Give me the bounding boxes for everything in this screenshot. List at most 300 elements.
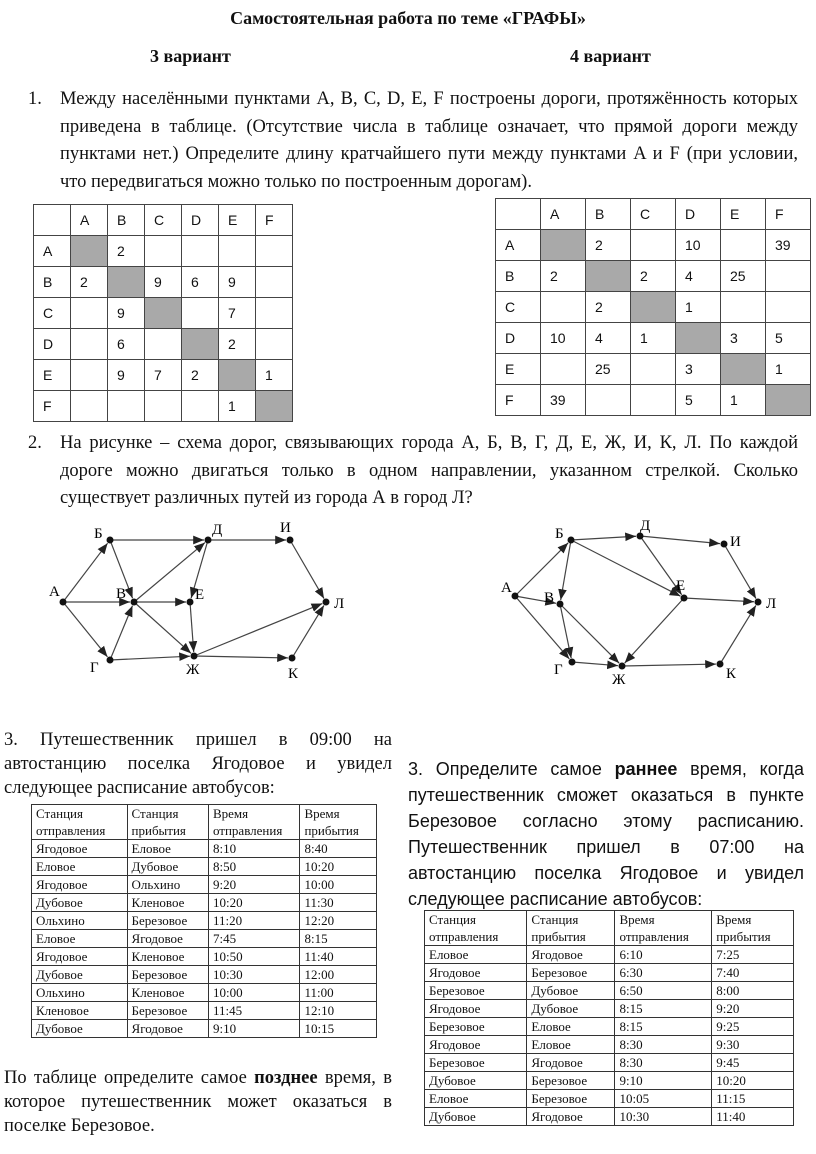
- table-row: [34, 236, 293, 267]
- table-cell: D: [182, 205, 219, 236]
- table-row: [425, 1036, 794, 1054]
- table-cell: 7: [219, 298, 256, 329]
- table-cell: Дубовое: [425, 1072, 527, 1090]
- table-cell: 2: [586, 292, 631, 323]
- column-header: Станция прибытия: [127, 805, 208, 840]
- table-row: [34, 298, 293, 329]
- table-cell: 8:15: [615, 1018, 712, 1036]
- table-cell: 10:20: [712, 1072, 794, 1090]
- table-cell: A: [71, 205, 108, 236]
- table-cell: Березовое: [127, 912, 208, 930]
- table-cell: 10: [541, 323, 586, 354]
- table-cell: Дубовое: [127, 858, 208, 876]
- table-row: [425, 964, 794, 982]
- table-cell: Березовое: [425, 982, 527, 1000]
- city-node: [191, 653, 198, 660]
- table-cell: [71, 360, 108, 391]
- table-cell: [108, 267, 145, 298]
- table-cell: 10:00: [208, 984, 300, 1002]
- table-row: [32, 948, 377, 966]
- road-arrow-V-Zh: [134, 602, 191, 653]
- table-cell: [145, 236, 182, 267]
- table-cell: [182, 298, 219, 329]
- task-2-number: 2.: [28, 433, 42, 453]
- table-cell: [256, 391, 293, 422]
- table-cell: 1: [721, 385, 766, 416]
- road-graph-variant-4: [501, 518, 776, 688]
- city-label: В: [116, 586, 127, 602]
- variant-4-heading: 4 вариант: [570, 46, 651, 66]
- distance-table-variant-3: [33, 204, 293, 422]
- task-3-left-outro: По таблице определите самое позднее время, в которое путешественник может оказаться в поселке Березовое.: [4, 1068, 392, 1136]
- table-cell: [71, 298, 108, 329]
- city-node: [107, 657, 114, 664]
- table-cell: [182, 329, 219, 360]
- table-cell: Кленовое: [127, 894, 208, 912]
- table-cell: Ягодовое: [32, 948, 128, 966]
- table-cell: E: [219, 205, 256, 236]
- table-cell: [631, 230, 676, 261]
- table-cell: [219, 236, 256, 267]
- table-cell: Березовое: [527, 1090, 615, 1108]
- table-cell: D: [676, 199, 721, 230]
- table-cell: [145, 391, 182, 422]
- table-cell: F: [496, 385, 541, 416]
- road-arrow-E-Zh: [625, 598, 684, 663]
- table-cell: [541, 292, 586, 323]
- table-cell: [108, 391, 145, 422]
- city-label: Г: [554, 662, 563, 678]
- table-cell: C: [34, 298, 71, 329]
- table-row: [34, 360, 293, 391]
- table-cell: Еловое: [127, 840, 208, 858]
- schedule-table-variant-4: [424, 910, 794, 1126]
- table-cell: Березовое: [425, 1054, 527, 1072]
- table-cell: Березовое: [527, 1072, 615, 1090]
- page-title: Самостоятельная работа по теме «ГРАФЫ»: [230, 8, 586, 28]
- table-cell: B: [34, 267, 71, 298]
- city-node: [205, 537, 212, 544]
- table-row: [32, 966, 377, 984]
- task-1: [28, 86, 798, 196]
- table-cell: Ягодовое: [425, 964, 527, 982]
- table-cell: [676, 323, 721, 354]
- table-cell: Ягодовое: [32, 876, 128, 894]
- table-cell: [721, 292, 766, 323]
- city-node: [187, 599, 194, 606]
- table-cell: [541, 354, 586, 385]
- table-cell: [182, 236, 219, 267]
- table-cell: [145, 298, 182, 329]
- table-cell: 2: [71, 267, 108, 298]
- task-3-right-intro: 3. Определите самое раннее время, когда путешественник сможет оказаться в пункте Березовое согласно этому расписанию. Путешественник пришел в 07:00 на автостанцию поселка Ягодовое и увидел следующее расписание автобусов:: [408, 759, 804, 909]
- table-cell: 9:45: [712, 1054, 794, 1072]
- road-arrow-Zh-L: [194, 604, 322, 656]
- table-row: [425, 1090, 794, 1108]
- table-cell: Еловое: [32, 930, 128, 948]
- table-cell: 2: [541, 261, 586, 292]
- table-cell: 39: [541, 385, 586, 416]
- city-node: [568, 537, 575, 544]
- distance-table-variant-4: [495, 198, 811, 416]
- table-cell: 9:20: [208, 876, 300, 894]
- table-cell: Дубовое: [527, 982, 615, 1000]
- table-cell: 1: [766, 354, 811, 385]
- table-cell: F: [766, 199, 811, 230]
- task-2: [28, 430, 798, 513]
- table-cell: 8:40: [300, 840, 377, 858]
- table-row: [34, 267, 293, 298]
- city-node: [721, 541, 728, 548]
- table-row: [496, 292, 811, 323]
- table-cell: 25: [586, 354, 631, 385]
- city-label: В: [544, 590, 555, 606]
- table-cell: 7:45: [208, 930, 300, 948]
- table-cell: 12:00: [300, 966, 377, 984]
- table-row: [425, 1054, 794, 1072]
- table-cell: [631, 292, 676, 323]
- table-cell: 8:00: [712, 982, 794, 1000]
- table-cell: E: [496, 354, 541, 385]
- table-cell: 6:30: [615, 964, 712, 982]
- table-row: [425, 1108, 794, 1126]
- city-label: Е: [676, 578, 686, 594]
- table-cell: [71, 329, 108, 360]
- table-cell: 8:30: [615, 1036, 712, 1054]
- table-cell: 10: [676, 230, 721, 261]
- table-cell: [496, 199, 541, 230]
- table-cell: 3: [676, 354, 721, 385]
- road-arrow-G-V: [110, 606, 132, 660]
- road-arrow-Zh-K: [194, 656, 288, 658]
- table-row: [32, 1020, 377, 1038]
- table-cell: [721, 354, 766, 385]
- city-label: Ж: [612, 672, 626, 688]
- table-cell: 11:15: [712, 1090, 794, 1108]
- table-row: [32, 876, 377, 894]
- city-node: [107, 537, 114, 544]
- table-cell: [766, 385, 811, 416]
- table-cell: [766, 292, 811, 323]
- table-row: [425, 946, 794, 964]
- table-cell: [586, 385, 631, 416]
- task-1-text: Между населёнными пунктами A, B, C, D, E, F построены дороги, протяжённость которых приведена в таблице. (Отсутствие числа в таблице означает, что прямой дороги между пунктами нет.) Определите длину кратчайшего пути между пунктами A и F (при условии, что передвигаться можно только по построенным дорогам).: [60, 89, 798, 192]
- table-cell: 10:05: [615, 1090, 712, 1108]
- city-node: [569, 659, 576, 666]
- table-cell: Березовое: [425, 1018, 527, 1036]
- table-cell: [631, 385, 676, 416]
- table-cell: 9: [145, 267, 182, 298]
- road-arrow-B-D: [571, 536, 636, 540]
- city-label: К: [288, 666, 299, 682]
- column-header: Время прибытия: [300, 805, 377, 840]
- table-cell: 8:15: [615, 1000, 712, 1018]
- column-header: Время отправления: [208, 805, 300, 840]
- table-cell: Еловое: [425, 946, 527, 964]
- table-cell: [71, 391, 108, 422]
- city-label: Г: [90, 660, 99, 676]
- table-cell: F: [256, 205, 293, 236]
- table-cell: E: [34, 360, 71, 391]
- table-row: [32, 912, 377, 930]
- table-cell: Дубовое: [32, 1020, 128, 1038]
- table-cell: B: [586, 199, 631, 230]
- table-cell: 10:30: [208, 966, 300, 984]
- table-cell: Ягодовое: [127, 930, 208, 948]
- road-arrow-B-E: [571, 540, 680, 596]
- road-arrow-G-Zh: [572, 662, 618, 666]
- table-cell: 9:30: [712, 1036, 794, 1054]
- table-row: [496, 385, 811, 416]
- city-node: [512, 593, 519, 600]
- table-row: [34, 391, 293, 422]
- table-cell: Ягодовое: [527, 946, 615, 964]
- table-header-row: [32, 805, 377, 840]
- table-cell: 10:20: [300, 858, 377, 876]
- table-cell: Березовое: [527, 964, 615, 982]
- table-cell: 5: [676, 385, 721, 416]
- table-cell: Еловое: [527, 1036, 615, 1054]
- table-cell: Ольхино: [127, 876, 208, 894]
- table-cell: [256, 267, 293, 298]
- table-cell: 4: [586, 323, 631, 354]
- task-2-text: На рисунке – схема дорог, связывающих города А, Б, В, Г, Д, Е, Ж, И, К, Л. По каждой дороге можно двигаться только в одном направлении, указанном стрелкой. Сколько существует различных путей из города А в город Л?: [60, 433, 798, 508]
- table-cell: A: [496, 230, 541, 261]
- table-cell: 12:20: [300, 912, 377, 930]
- table-cell: 7:25: [712, 946, 794, 964]
- table-cell: 7:40: [712, 964, 794, 982]
- table-cell: 7: [145, 360, 182, 391]
- table-cell: [34, 205, 71, 236]
- table-cell: 10:20: [208, 894, 300, 912]
- table-cell: 11:30: [300, 894, 377, 912]
- table-cell: C: [631, 199, 676, 230]
- table-cell: Ольхино: [32, 984, 128, 1002]
- column-header: Станция отправления: [425, 911, 527, 946]
- table-cell: [586, 261, 631, 292]
- city-node: [323, 599, 330, 606]
- task-1-number: 1.: [28, 89, 42, 109]
- table-cell: 11:20: [208, 912, 300, 930]
- table-cell: 6:10: [615, 946, 712, 964]
- column-header: Станция прибытия: [527, 911, 615, 946]
- table-cell: Дубовое: [32, 894, 128, 912]
- table-cell: [631, 354, 676, 385]
- city-node: [131, 599, 138, 606]
- city-node: [60, 599, 67, 606]
- table-cell: Ольхино: [32, 912, 128, 930]
- city-label: К: [726, 666, 737, 682]
- road-graph-variant-3: [49, 520, 344, 682]
- table-cell: 2: [219, 329, 256, 360]
- city-label: Л: [766, 596, 777, 612]
- table-cell: 1: [676, 292, 721, 323]
- table-row: [34, 329, 293, 360]
- table-cell: B: [108, 205, 145, 236]
- table-cell: 39: [766, 230, 811, 261]
- table-cell: 8:10: [208, 840, 300, 858]
- city-label: Б: [94, 526, 103, 542]
- table-cell: 12:10: [300, 1002, 377, 1020]
- table-cell: [71, 236, 108, 267]
- table-row: [32, 858, 377, 876]
- table-cell: 10:30: [615, 1108, 712, 1126]
- road-arrow-D-I: [640, 536, 720, 544]
- table-cell: Еловое: [425, 1090, 527, 1108]
- table-cell: F: [34, 391, 71, 422]
- road-arrow-A-B: [63, 543, 108, 602]
- table-cell: 9:25: [712, 1018, 794, 1036]
- city-node: [557, 601, 564, 608]
- table-cell: [256, 329, 293, 360]
- table-cell: Ягодовое: [127, 1020, 208, 1038]
- table-cell: B: [496, 261, 541, 292]
- city-label: Ж: [186, 662, 200, 678]
- table-cell: 25: [721, 261, 766, 292]
- table-row: [34, 205, 293, 236]
- table-cell: [541, 230, 586, 261]
- table-cell: 2: [586, 230, 631, 261]
- city-label: Д: [640, 518, 651, 534]
- table-cell: A: [541, 199, 586, 230]
- table-cell: [182, 391, 219, 422]
- road-arrow-E-Zh: [190, 602, 194, 652]
- table-row: [496, 261, 811, 292]
- table-cell: 11:40: [712, 1108, 794, 1126]
- emphasis-latest: позднее: [254, 1068, 318, 1088]
- table-row: [496, 323, 811, 354]
- table-cell: 4: [676, 261, 721, 292]
- road-arrow-E-L: [684, 598, 754, 602]
- city-label: Д: [212, 522, 223, 538]
- table-cell: [766, 261, 811, 292]
- table-cell: A: [34, 236, 71, 267]
- table-cell: Ягодовое: [527, 1054, 615, 1072]
- table-cell: [256, 298, 293, 329]
- column-header: Время прибытия: [712, 911, 794, 946]
- table-cell: 2: [108, 236, 145, 267]
- task-3-left-intro: 3. Путешественник пришел в 09:00 на автостанцию поселка Ягодовое и увидел следующее расписание автобусов:: [4, 730, 392, 798]
- table-cell: C: [145, 205, 182, 236]
- table-cell: 6:50: [615, 982, 712, 1000]
- road-arrow-K-L: [720, 605, 756, 664]
- table-cell: Кленовое: [127, 948, 208, 966]
- table-cell: [145, 329, 182, 360]
- road-arrow-G-Zh: [110, 656, 190, 660]
- table-cell: E: [721, 199, 766, 230]
- road-arrow-A-G: [63, 602, 107, 657]
- schedule-table-variant-3: [31, 804, 377, 1038]
- road-graphs: [0, 510, 816, 705]
- table-cell: C: [496, 292, 541, 323]
- road-arrow-A-B: [515, 543, 568, 596]
- table-cell: 9:20: [712, 1000, 794, 1018]
- table-cell: 2: [631, 261, 676, 292]
- table-cell: 11:45: [208, 1002, 300, 1020]
- city-label: И: [730, 534, 741, 550]
- table-cell: 11:00: [300, 984, 377, 1002]
- city-label: Л: [334, 596, 345, 612]
- table-cell: D: [496, 323, 541, 354]
- table-cell: Березовое: [127, 966, 208, 984]
- column-header: Время отправления: [615, 911, 712, 946]
- table-cell: 10:00: [300, 876, 377, 894]
- city-label: А: [49, 584, 60, 600]
- table-row: [425, 1072, 794, 1090]
- table-cell: 1: [256, 360, 293, 391]
- table-header-row: [425, 911, 794, 946]
- table-cell: Кленовое: [127, 984, 208, 1002]
- column-header: Станция отправления: [32, 805, 128, 840]
- table-row: [32, 930, 377, 948]
- table-cell: 6: [182, 267, 219, 298]
- city-label: Е: [195, 587, 205, 603]
- table-cell: Дубовое: [425, 1108, 527, 1126]
- table-row: [32, 1002, 377, 1020]
- table-cell: [721, 230, 766, 261]
- city-node: [681, 595, 688, 602]
- table-row: [496, 354, 811, 385]
- table-cell: Ягодовое: [527, 1108, 615, 1126]
- table-cell: 1: [631, 323, 676, 354]
- table-cell: 8:50: [208, 858, 300, 876]
- table-cell: [219, 360, 256, 391]
- table-cell: Дубовое: [32, 966, 128, 984]
- table-cell: Ягодовое: [32, 840, 128, 858]
- table-cell: 1: [219, 391, 256, 422]
- city-node: [717, 661, 724, 668]
- road-arrow-V-Zh: [560, 604, 619, 663]
- table-cell: Дубовое: [527, 1000, 615, 1018]
- city-label: А: [501, 580, 512, 596]
- table-row: [32, 894, 377, 912]
- city-label: Б: [555, 526, 564, 542]
- table-row: [425, 1018, 794, 1036]
- table-cell: Ягодовое: [425, 1036, 527, 1054]
- table-row: [32, 840, 377, 858]
- table-cell: 6: [108, 329, 145, 360]
- table-cell: 9: [108, 298, 145, 329]
- table-cell: 5: [766, 323, 811, 354]
- table-row: [496, 199, 811, 230]
- city-label: И: [280, 520, 291, 536]
- table-cell: 9: [108, 360, 145, 391]
- table-cell: 9:10: [615, 1072, 712, 1090]
- table-cell: Березовое: [127, 1002, 208, 1020]
- table-cell: 10:50: [208, 948, 300, 966]
- table-cell: [256, 236, 293, 267]
- road-arrow-Zh-K: [622, 664, 716, 666]
- city-node: [755, 599, 762, 606]
- table-cell: 2: [182, 360, 219, 391]
- table-cell: 9:10: [208, 1020, 300, 1038]
- table-cell: Кленовое: [32, 1002, 128, 1020]
- table-cell: Ягодовое: [425, 1000, 527, 1018]
- road-arrow-I-L: [290, 540, 324, 599]
- road-arrow-I-L: [724, 544, 756, 599]
- table-cell: 8:15: [300, 930, 377, 948]
- table-cell: 10:15: [300, 1020, 377, 1038]
- table-row: [425, 1000, 794, 1018]
- city-node: [287, 537, 294, 544]
- city-node: [619, 663, 626, 670]
- table-row: [32, 984, 377, 1002]
- table-cell: 9: [219, 267, 256, 298]
- table-cell: Еловое: [527, 1018, 615, 1036]
- emphasis-earliest: раннее: [614, 759, 678, 779]
- table-cell: 3: [721, 323, 766, 354]
- table-row: [425, 982, 794, 1000]
